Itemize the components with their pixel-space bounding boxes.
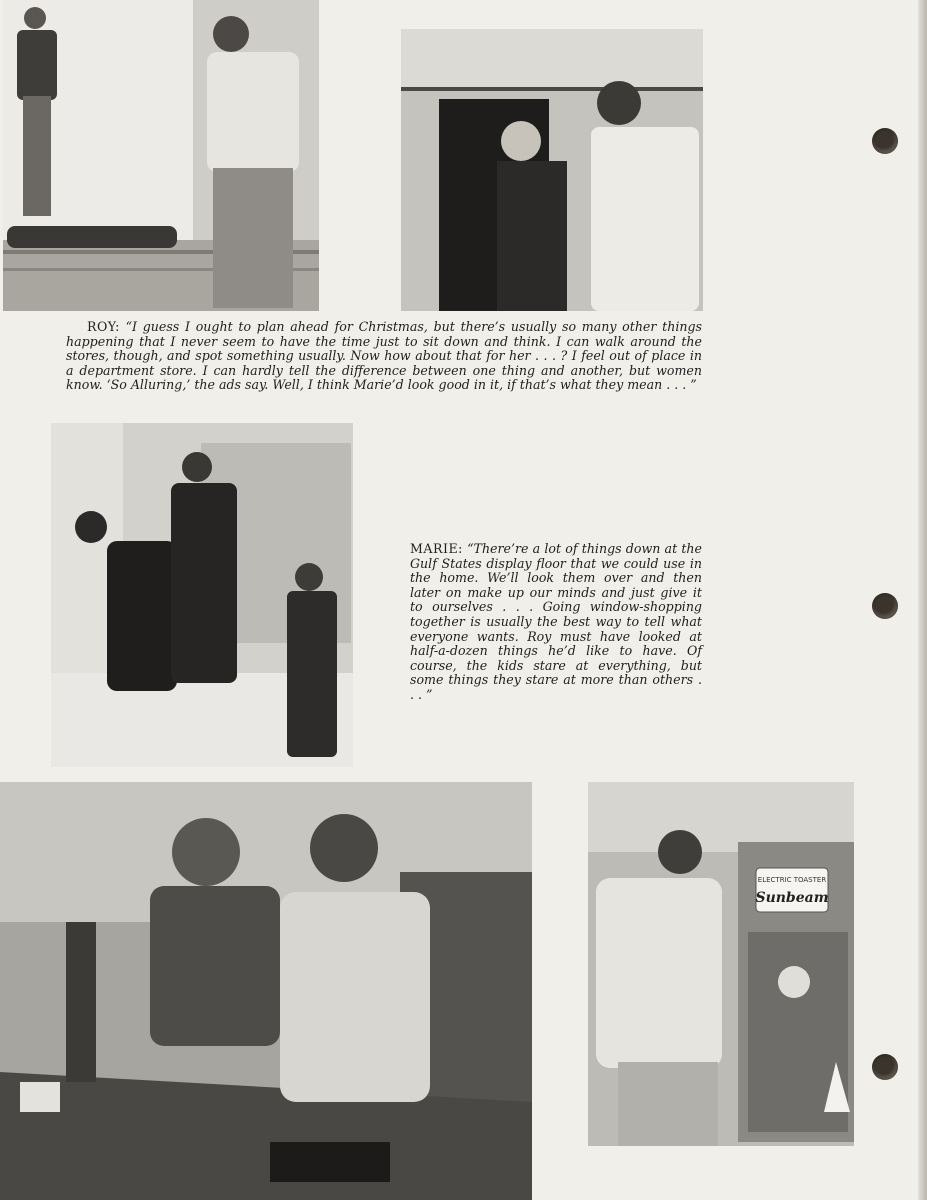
photo-display-floor	[51, 423, 353, 767]
sign-line1: ELECTRIC TOASTER	[757, 876, 827, 884]
roy-quote: “I guess I ought to plan ahead for Christmas, but there’s usually so many other things happening that I never seem to have the time just to sit down and think. I can walk around the stores, though, and spot something usually. Now how about that for her . . . ? I feel out of place in a department store. I can hardly tell the difference between one thing and another, but women know. ‘So Alluring,’ the ads say. Well, I think Marie’d look good in it, if that’s what they mean . . . ”	[66, 319, 702, 393]
photo-appliance-display	[588, 782, 854, 1146]
roy-speaker-label: ROY:	[87, 319, 120, 334]
photo-window-display	[3, 0, 319, 311]
binder-hole-bottom	[872, 1054, 898, 1080]
binder-hole-top	[872, 128, 898, 154]
binder-hole-middle	[872, 593, 898, 619]
page-edge	[918, 0, 927, 1200]
photo-clothing-rack	[401, 29, 703, 311]
sign-line2: Sunbeam	[755, 890, 829, 906]
photo-model-train	[0, 782, 532, 1200]
marie-caption	[410, 542, 702, 703]
marie-quote: “There’re a lot of things down at the Gulf States display floor that we could use in the home. We’ll look them over and then later on make up our minds and just give it to ourselves . . . Going window-shopping together is usually the best way to tell what everyone wants. Roy must have looked at half-a-dozen things he’d like to have. Of course, the kids stare at everything, but some things they stare at more than others . . . ”	[410, 541, 702, 702]
marie-speaker-label: MARIE:	[410, 541, 463, 556]
roy-caption	[66, 320, 702, 393]
